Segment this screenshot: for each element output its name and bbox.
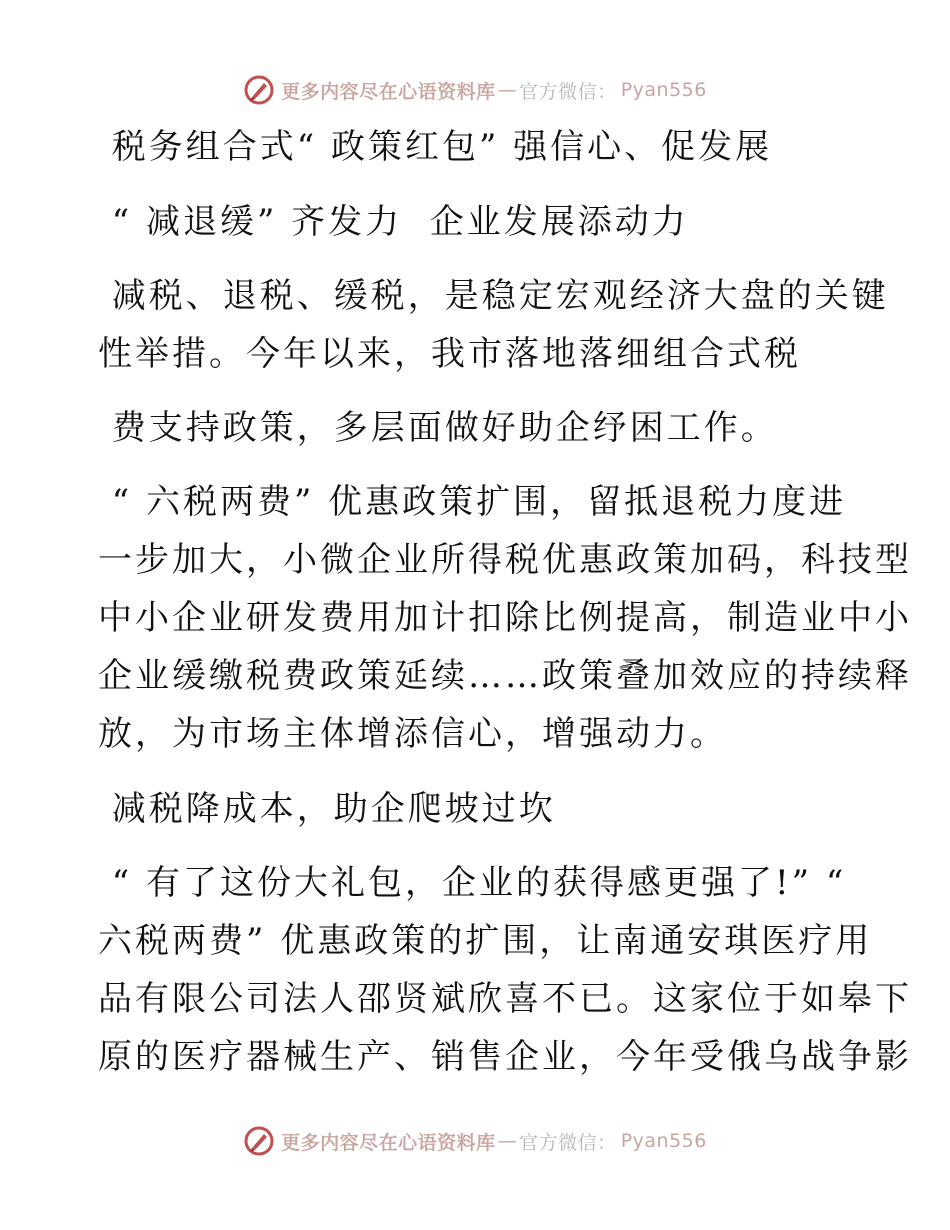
- paragraph-line: 品有限公司法人邵贤斌欣喜不已。这家位于如皋下: [98, 979, 912, 1019]
- watermark-id: Pyan556: [620, 1130, 707, 1152]
- paragraph-line: “ 有了这份大礼包，企业的获得感更强了!” “: [98, 863, 847, 903]
- watermark-text: 更多内容尽在心语资料库: [281, 80, 496, 103]
- pen-logo-icon: [243, 74, 275, 106]
- watermark-label: 官方微信：: [519, 1131, 617, 1154]
- document-title: 税务组合式“ 政策红包” 强信心、促发展: [98, 127, 773, 167]
- paragraph-line: 六税两费” 优惠政策的扩围，让南通安琪医疗用: [98, 921, 873, 961]
- paragraph-line: 性举措。今年以来，我市落地落细组合式税: [98, 334, 801, 374]
- pen-logo-icon: [243, 1125, 275, 1157]
- paragraph-line: 原的医疗器械生产、销售企业，今年受俄乌战争影: [98, 1037, 912, 1077]
- watermark-text: 更多内容尽在心语资料库: [281, 1131, 496, 1154]
- paragraph-line: 减税、退税、缓税，是稳定宏观经济大盘的关键: [98, 276, 889, 316]
- paragraph-line: 企业缓缴税费政策延续……政策叠加效应的持续释: [98, 656, 912, 696]
- watermark-separator: —: [497, 1130, 518, 1152]
- watermark-separator: —: [497, 79, 518, 101]
- document-subtitle: “ 减退缓” 齐发力 企业发展添动力: [98, 202, 689, 242]
- paragraph-line: 费支持政策，多层面做好助企纾困工作。: [98, 408, 778, 448]
- paragraph-line: 一步加大，小微企业所得税优惠政策加码，科技型: [98, 540, 912, 580]
- paragraph-line: 放，为市场主体增添信心，增强动力。: [98, 714, 727, 754]
- watermark-id: Pyan556: [620, 79, 707, 101]
- paragraph-line: “ 六税两费” 优惠政策扩围，留抵退税力度进: [98, 482, 847, 522]
- paragraph-line: 中小企业研发费用加计扣除比例提高，制造业中小: [98, 598, 912, 638]
- watermark-label: 官方微信：: [519, 80, 617, 103]
- header-watermark: [0, 70, 950, 110]
- footer-watermark: [0, 1121, 950, 1161]
- section-heading: 减税降成本，助企爬坡过坎: [98, 789, 556, 829]
